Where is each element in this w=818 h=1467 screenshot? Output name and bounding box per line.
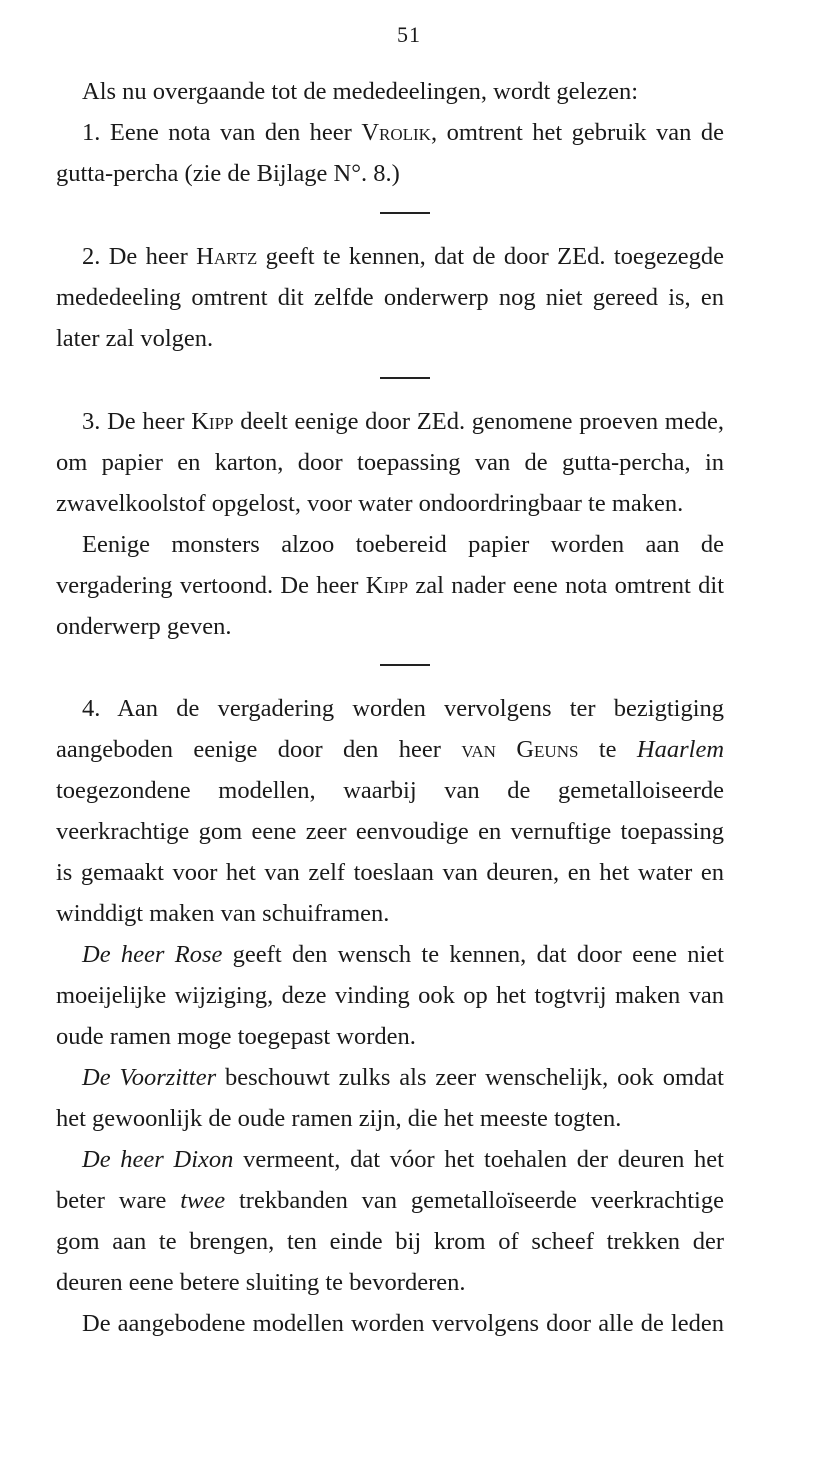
dixon-emphasis: twee [180, 1187, 226, 1214]
item-3-paragraph-2 [56, 524, 724, 647]
dixon-speaker: De heer Dixon [82, 1146, 234, 1173]
rose-paragraph [56, 934, 724, 1057]
item-3-text-b: deelt eenige door ZEd. genomene proeven mede, om papier en karton, door toepassing van de gutta-percha, in zwavelkoolstof opgelost, voor water ondoordringbaar te maken. [56, 408, 724, 517]
item-2-text-b: geeft te kennen, dat de door ZEd. toegezegde mededeeling omtrent dit zelfde onderwerp nog niet gereed is, en later zal volgen. [56, 243, 724, 352]
section-divider-2 [380, 377, 430, 379]
item-3-p2-text-b: zal nader eene nota omtrent dit onderwerp geven. [56, 572, 724, 640]
item-3-text-a: 3. De heer [82, 408, 192, 435]
item-3-p2-text-a: Eenige monsters alzoo toebereid papier worden aan de vergadering vertoond. De heer [56, 531, 724, 599]
item-1-name: Vrolik [361, 119, 431, 146]
intro-paragraph [56, 71, 724, 112]
item-4-text-b: te [578, 736, 637, 763]
item-1-text-a: 1. Eene nota van den heer [82, 119, 362, 146]
item-3-name: Kipp [191, 408, 234, 435]
section-divider-3 [380, 664, 430, 666]
item-1-text-b: , omtrent het gebruik van de gutta-percha (zie de Bijlage N°. 8.) [56, 119, 724, 187]
item-1-paragraph [56, 112, 724, 194]
rose-text: geeft den wensch te kennen, dat door eene niet moeijelijke wijziging, deze vinding ook op het togtvrij maken van oude ramen moge toegepast worden. [56, 941, 724, 1050]
item-2-text-a: 2. De heer [82, 243, 197, 270]
item-3-p2-name: Kipp [365, 572, 409, 599]
dixon-text-b: trekbanden van gemetalloïseerde veerkrachtige gom aan te brengen, ten einde bij krom of scheef trekken der deuren eene betere sluiting te bevorderen. [56, 1187, 724, 1296]
item-2-paragraph [56, 236, 724, 359]
item-4-name: van Geuns [461, 736, 579, 763]
dixon-paragraph [56, 1139, 724, 1303]
chair-text: beschouwt zulks als zeer wenschelijk, ook omdat het gewoonlijk de oude ramen zijn, die het meeste togten. [56, 1064, 724, 1132]
final-text: De aangebodene modellen worden vervolgens door alle de leden [82, 1310, 724, 1337]
final-paragraph [56, 1303, 724, 1344]
chair-speaker: De Voorzitter [82, 1064, 217, 1091]
intro-text: Als nu overgaande tot de mededeelingen, wordt gelezen: [82, 78, 639, 105]
item-4-text-c: toegezondene modellen, waarbij van de gemetalloiseerde veerkrachtige gom eene zeer eenvoudige en vernuftige toepassing is gemaakt voor het van zelf toeslaan van deuren, en het water en winddigt maken van schuiframen. [56, 777, 724, 927]
item-4-paragraph [56, 688, 724, 934]
item-3-paragraph [56, 401, 724, 524]
item-4-text-a: 4. Aan de vergadering worden vervolgens ter bezigtiging aangeboden eenige door den heer [56, 695, 724, 763]
dixon-text-a: vermeent, dat vóor het toehalen der deuren het beter ware [56, 1146, 724, 1214]
item-4-place: Haarlem [636, 736, 725, 763]
rose-speaker: De heer Rose [82, 941, 223, 968]
page-number: 51 [397, 22, 421, 47]
item-2-name: Hartz [196, 243, 258, 270]
chair-paragraph [56, 1057, 724, 1139]
section-divider-1 [380, 212, 430, 214]
